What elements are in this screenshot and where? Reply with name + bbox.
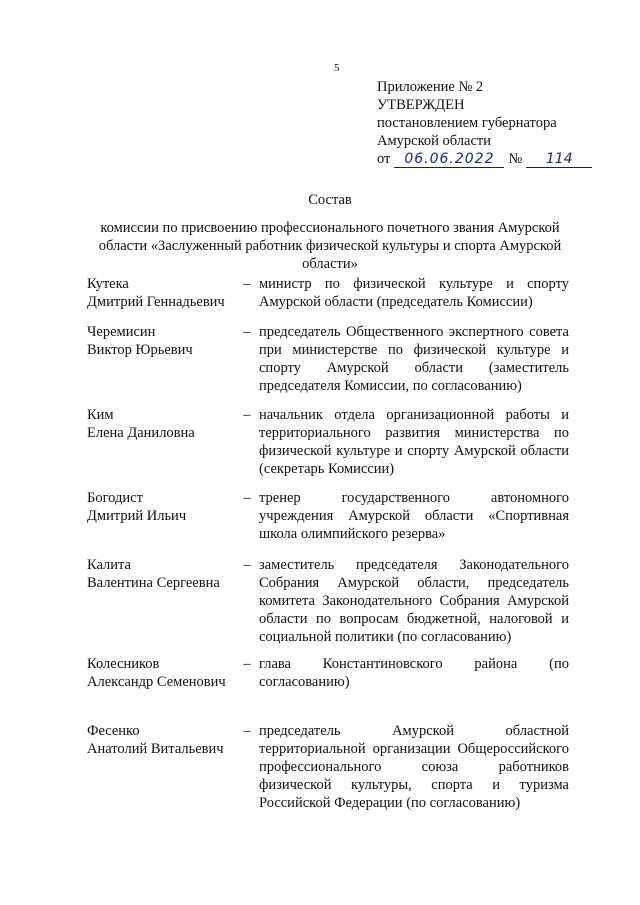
member-role: заместитель председателя Законодательного Собрания Амурской области, председатель комитета Законодательного Собрания Амурской области по вопросам бюджетной, налоговой и социальной политики (по согласованию) bbox=[259, 557, 569, 645]
title-line-3: области» bbox=[302, 256, 358, 272]
member-surname: Колесников bbox=[87, 656, 160, 672]
member-dash: – bbox=[243, 723, 251, 739]
member-role: глава Константиновского района (по согласованию) bbox=[259, 656, 569, 690]
member-surname: Фесенко bbox=[87, 723, 140, 739]
member-role: начальник отдела организационной работы и территориального развития министерства по физической культуре и спорту Амурской области (секретарь Комиссии) bbox=[259, 407, 569, 477]
title-line-2: области «Заслуженный работник физической культуры и спорта Амурской bbox=[98, 238, 562, 254]
date-number-line bbox=[377, 150, 617, 168]
appendix-number: Приложение № 2 bbox=[377, 79, 484, 95]
member-row bbox=[87, 406, 569, 478]
title-line-1: комиссии по присвоению профессионального почетного звания Амурской bbox=[100, 220, 560, 236]
member-name bbox=[87, 655, 235, 691]
region-label: Амурской области bbox=[377, 133, 491, 149]
approved-label: УТВЕРЖДЕН bbox=[377, 97, 465, 113]
member-given-name: Валентина Сергеевна bbox=[87, 575, 220, 591]
date-prefix: от bbox=[377, 151, 391, 167]
member-given-name: Дмитрий Ильич bbox=[87, 508, 187, 524]
member-role: председатель Общественного экспертного совета при министерстве по физической культуре и спорту Амурской области (заместитель председателя Комиссии, по согласованию) bbox=[259, 324, 569, 394]
member-row bbox=[87, 489, 569, 543]
member-name bbox=[87, 323, 235, 395]
member-given-name: Виктор Юрьевич bbox=[87, 342, 193, 358]
number-prefix: № bbox=[508, 151, 523, 167]
member-surname: Черемисин bbox=[87, 324, 156, 340]
member-name bbox=[87, 275, 235, 311]
member-role: министр по физической культуре и спорту Амурской области (председатель Комиссии) bbox=[259, 276, 569, 310]
member-given-name: Александр Семенович bbox=[87, 674, 226, 690]
member-given-name: Елена Даниловна bbox=[87, 425, 195, 441]
member-dash: – bbox=[243, 557, 251, 573]
title-heading: Состав bbox=[308, 192, 352, 208]
member-given-name: Анатолий Витальевич bbox=[87, 741, 224, 757]
member-dash: – bbox=[243, 656, 251, 672]
member-name bbox=[87, 489, 235, 543]
member-name bbox=[87, 722, 235, 812]
member-surname: Богодист bbox=[87, 490, 143, 506]
decree-label: постановлением губернатора bbox=[377, 115, 557, 131]
document-title bbox=[80, 191, 580, 273]
member-row bbox=[87, 655, 569, 691]
member-row bbox=[87, 323, 569, 395]
member-dash: – bbox=[243, 324, 251, 340]
member-dash: – bbox=[243, 276, 251, 292]
member-given-name: Дмитрий Геннадьевич bbox=[87, 294, 225, 310]
member-name bbox=[87, 556, 235, 646]
member-role: председатель Амурской областной территориальной организации Общероссийского профессионального союза работников физической культуры, спорта и туризма Российской Федерации (по согласованию) bbox=[259, 723, 569, 811]
approval-block bbox=[377, 78, 617, 168]
handwritten-number: 114 bbox=[526, 151, 592, 168]
member-row bbox=[87, 275, 569, 311]
member-row bbox=[87, 722, 569, 812]
member-surname: Ким bbox=[87, 407, 114, 423]
member-surname: Калита bbox=[87, 557, 131, 573]
member-role: тренер государственного автономного учреждения Амурской области «Спортивная школа олимпийского резерва» bbox=[259, 490, 569, 542]
member-dash: – bbox=[243, 490, 251, 506]
member-row bbox=[87, 556, 569, 646]
member-surname: Кутека bbox=[87, 276, 129, 292]
page-number: 5 bbox=[334, 62, 340, 74]
member-dash: – bbox=[243, 407, 251, 423]
handwritten-date: 06.06.2022 bbox=[394, 151, 504, 168]
member-name bbox=[87, 406, 235, 478]
